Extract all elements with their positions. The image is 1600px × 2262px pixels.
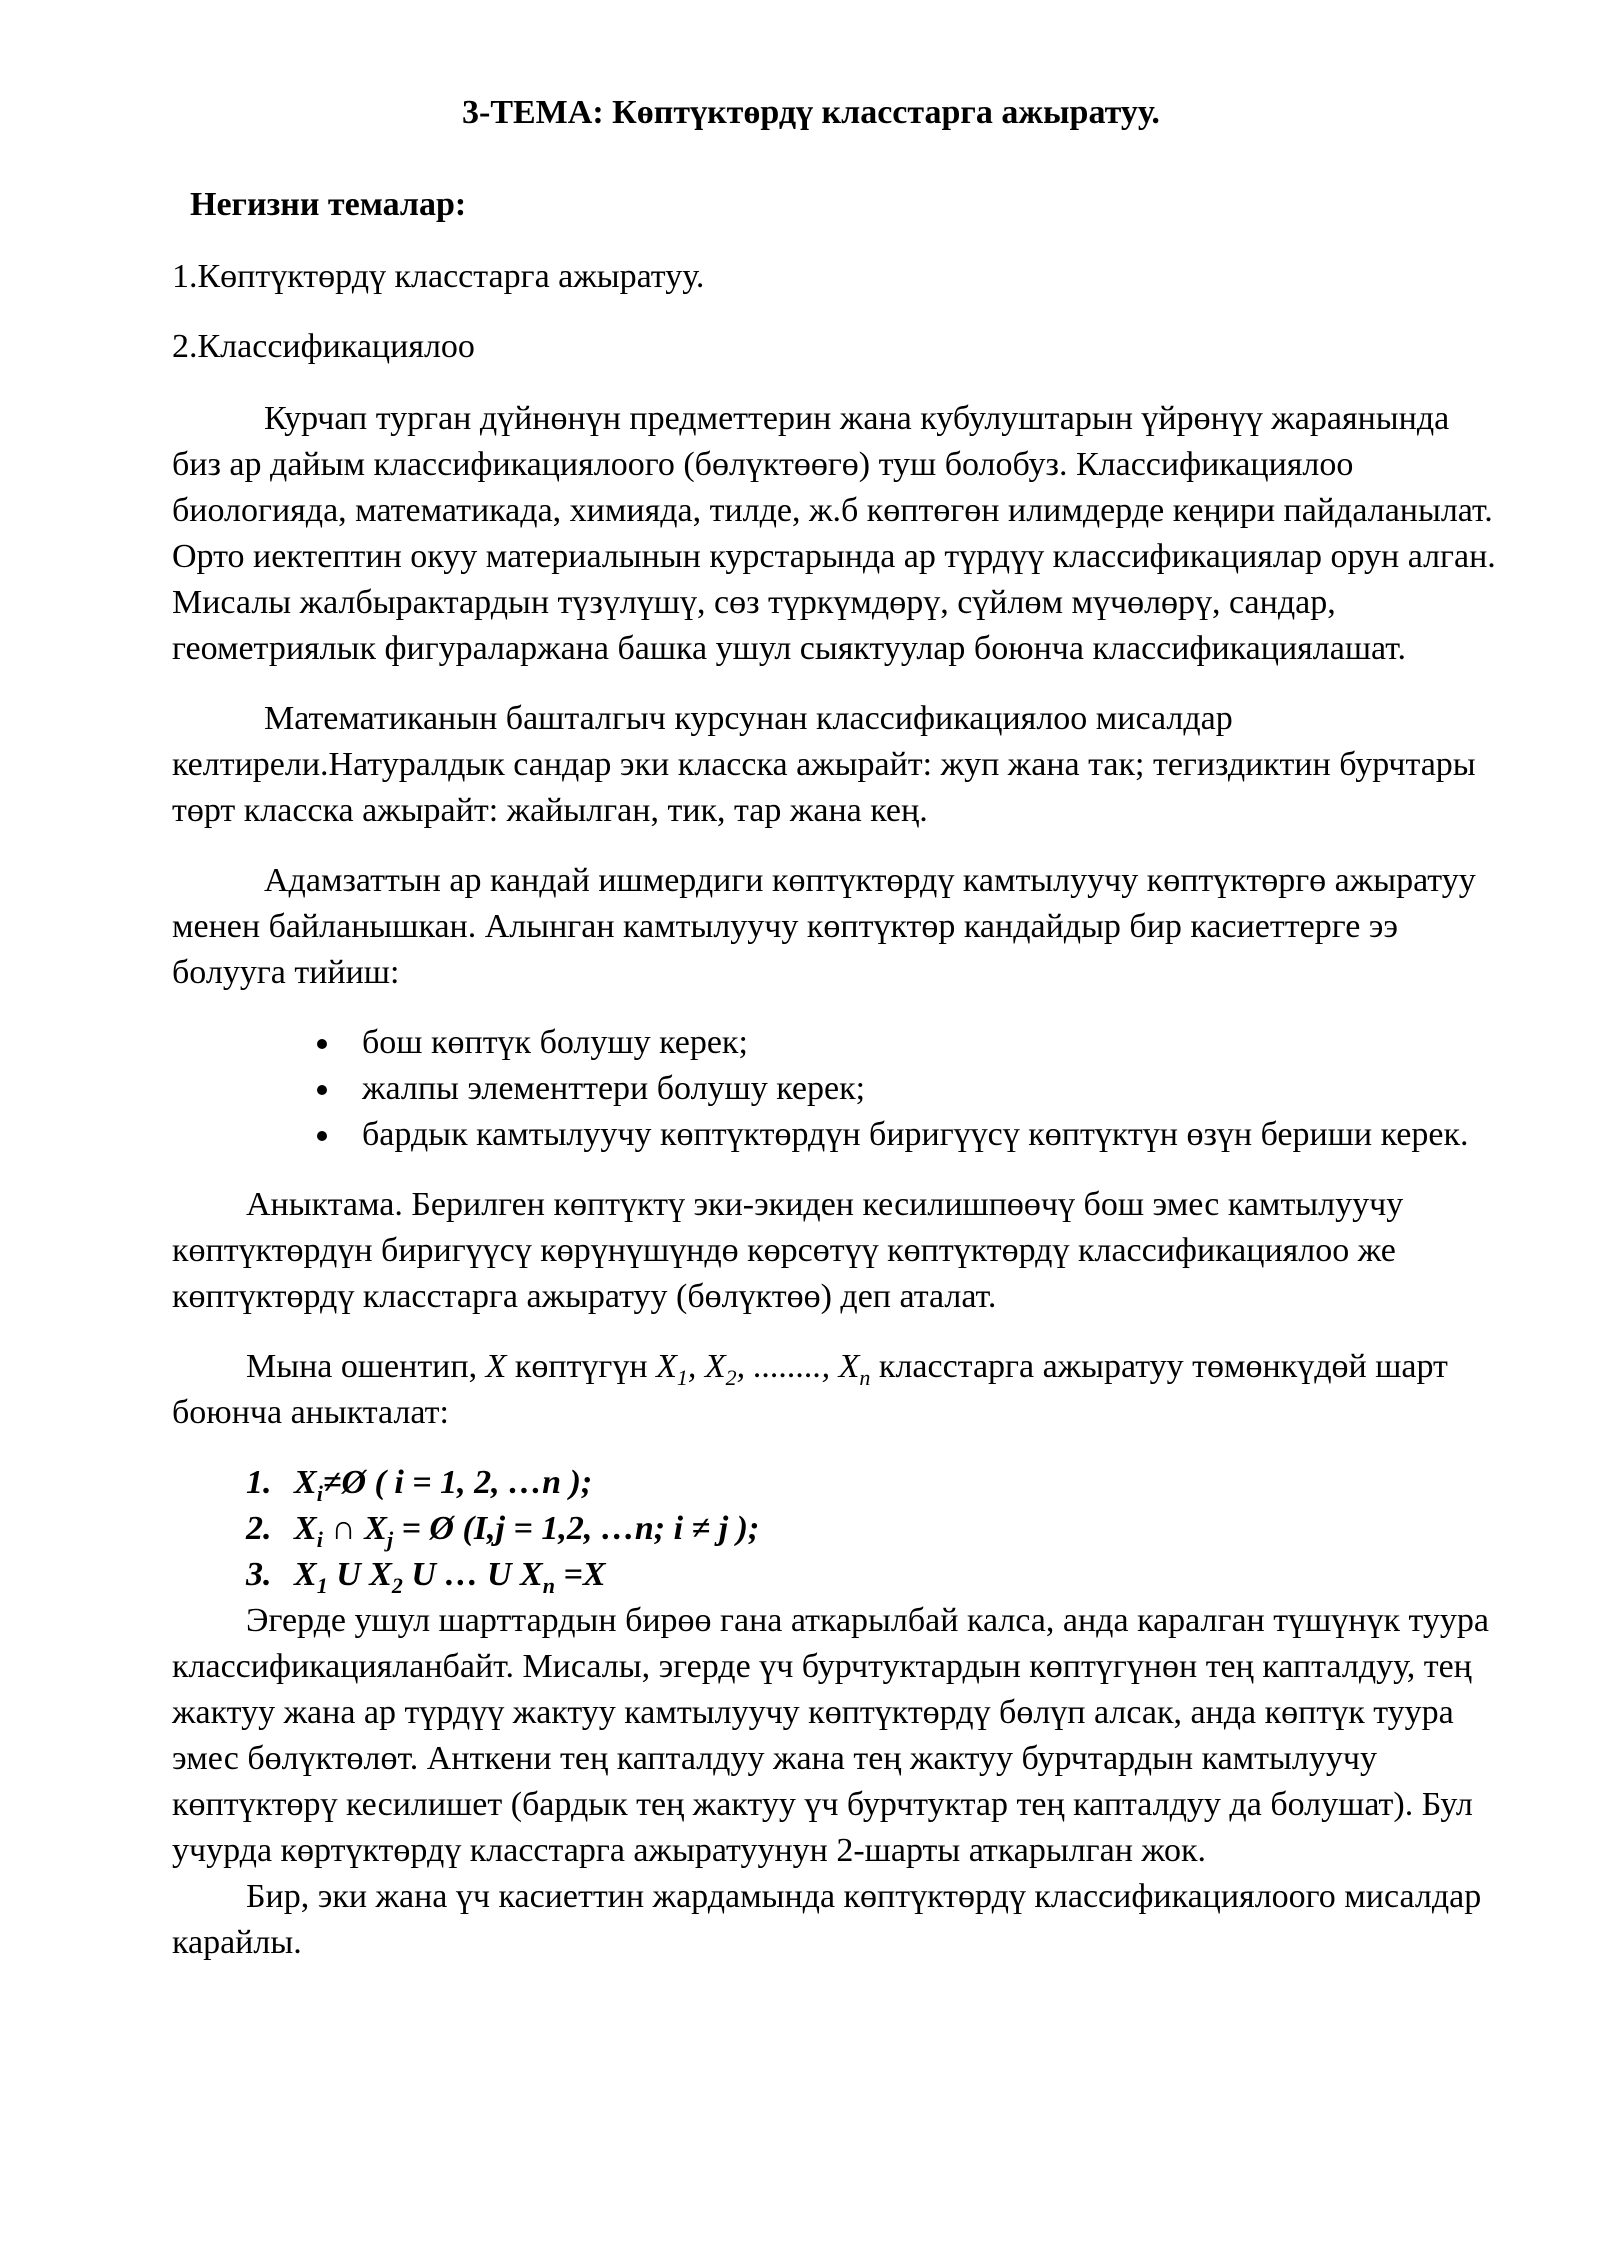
list-item: жалпы элементтери болушу керек; [362,1066,1502,1112]
list-item: бош көптүк болушу керек; [362,1020,1502,1066]
bullet-icon [317,1131,327,1141]
properties-list [172,1020,1502,1158]
paragraph-properties: Адамзаттын ар кандай ишмердиги көптүктөрдү камтылуучу көптүктөргө ажыратуу менен байланышкан. Алынган камтылуучу көптүктөр кандайдыр бир касиеттерге ээ болууга тийиш: [172,862,1476,991]
section-subtitle: Негизни темалар: [190,186,467,223]
bullet-icon [317,1085,327,1095]
paragraph-examples: Математиканын башталгыч курсунан классификациялоо мисалдар келтирели.Натуралдык сандар эки класска ажырайт: жуп жана так; тегиздиктин бурчтары төрт класска ажырайт: жайылган, тик, тар жана кең. [172,700,1476,829]
paragraph-conditions-intro: Мына ошентип, X көптүгүн $X_1$, $X_2$, ........, $X_n$ класстарга ажыратуу төмөнкүдөй шарт боюнча аныкталат: [172,1348,1448,1431]
paragraph-intro: Курчап турган дүйнөнүн предметтерин жана кубулуштарын үйрөнүү жараянында биз ар дайым классификациялоого (бөлүктөөгө) туш болобуз. Классификациялоо биологияда, математикада, химияда, тилде, ж.б көптөгөн илимдерде кеңири пайдаланылат. Орто иектептин окуу материалынын курстарында ар түрдүү классификациялар орун алган. Мисалы жалбырактардын түзүлүшү, сөз түркүмдөрү, сүйлөм мүчөлөрү, сандар, геометриялык фигураларжана башка ушул сыяктуулар боюнча классификациялашат. [172,400,1496,667]
page-title: 3-ТЕМА: Көптүктөрдү класстарга ажыратуу. [462,94,1160,131]
condition-item-3: 3. $X_1$ U $X_2$ U … U $X_n =X$ [246,1556,606,1598]
topic-item-1: 1.Көптүктөрдү класстарга ажыратуу. [172,258,705,295]
document-page [172,90,1502,1966]
list-item: бардык камтылуучу көптүктөрдүн биригүүсү көптүктүн өзүн бериши керек. [362,1112,1502,1158]
bullet-icon [317,1039,327,1049]
topic-item-2: 2.Классификациялоо [172,328,475,365]
condition-item-1: 1. $X_i\ne Ø$ ( i = 1, 2, …n ); [246,1464,593,1506]
paragraph-definition: Аныктама. Берилген көптүктү эки-экиден кесилишпөөчү бош эмес камтылуучу көптүктөрдүн биригүүсү көрүнүшүндө көрсөтүү көптүктөрдү классификациялоо же көптүктөрдү класстарга ажыратуу (бөлүктөө) деп аталат. [172,1186,1404,1315]
paragraph-closing: Бир, эки жана үч касиеттин жардамында көптүктөрдү классификациялоого мисалдар карайлы. [172,1878,1482,1961]
condition-item-2: 2. $X_i$ ∩ $X_j$ = Ø (I,j = 1,2, …n; i ≠ j ); [246,1510,760,1552]
conditions-list [172,1460,1502,1598]
paragraph-counterexample: Эгерде ушул шарттардын бирөө гана аткарылбай калса, анда каралган түшүнүк туура классификацияланбайт. Мисалы, эгерде үч бурчтуктардын көптүгүнөн тең капталдуу, тең жактуу жана ар түрдүү жактуу камтылуучу көптүктөрдү бөлүп алсак, анда көптүк туура эмес бөлүктөлөт. Анткени тең капталдуу жана тең жактуу бурчтардын камтылуучу көптүктөрү кесилишет (бардык тең жактуу үч бурчтуктар тең капталдуу да болушат). Бул учурда көртүктөрдү класстарга ажыратуунун 2-шарты аткарылган жок. [172,1602,1490,1869]
